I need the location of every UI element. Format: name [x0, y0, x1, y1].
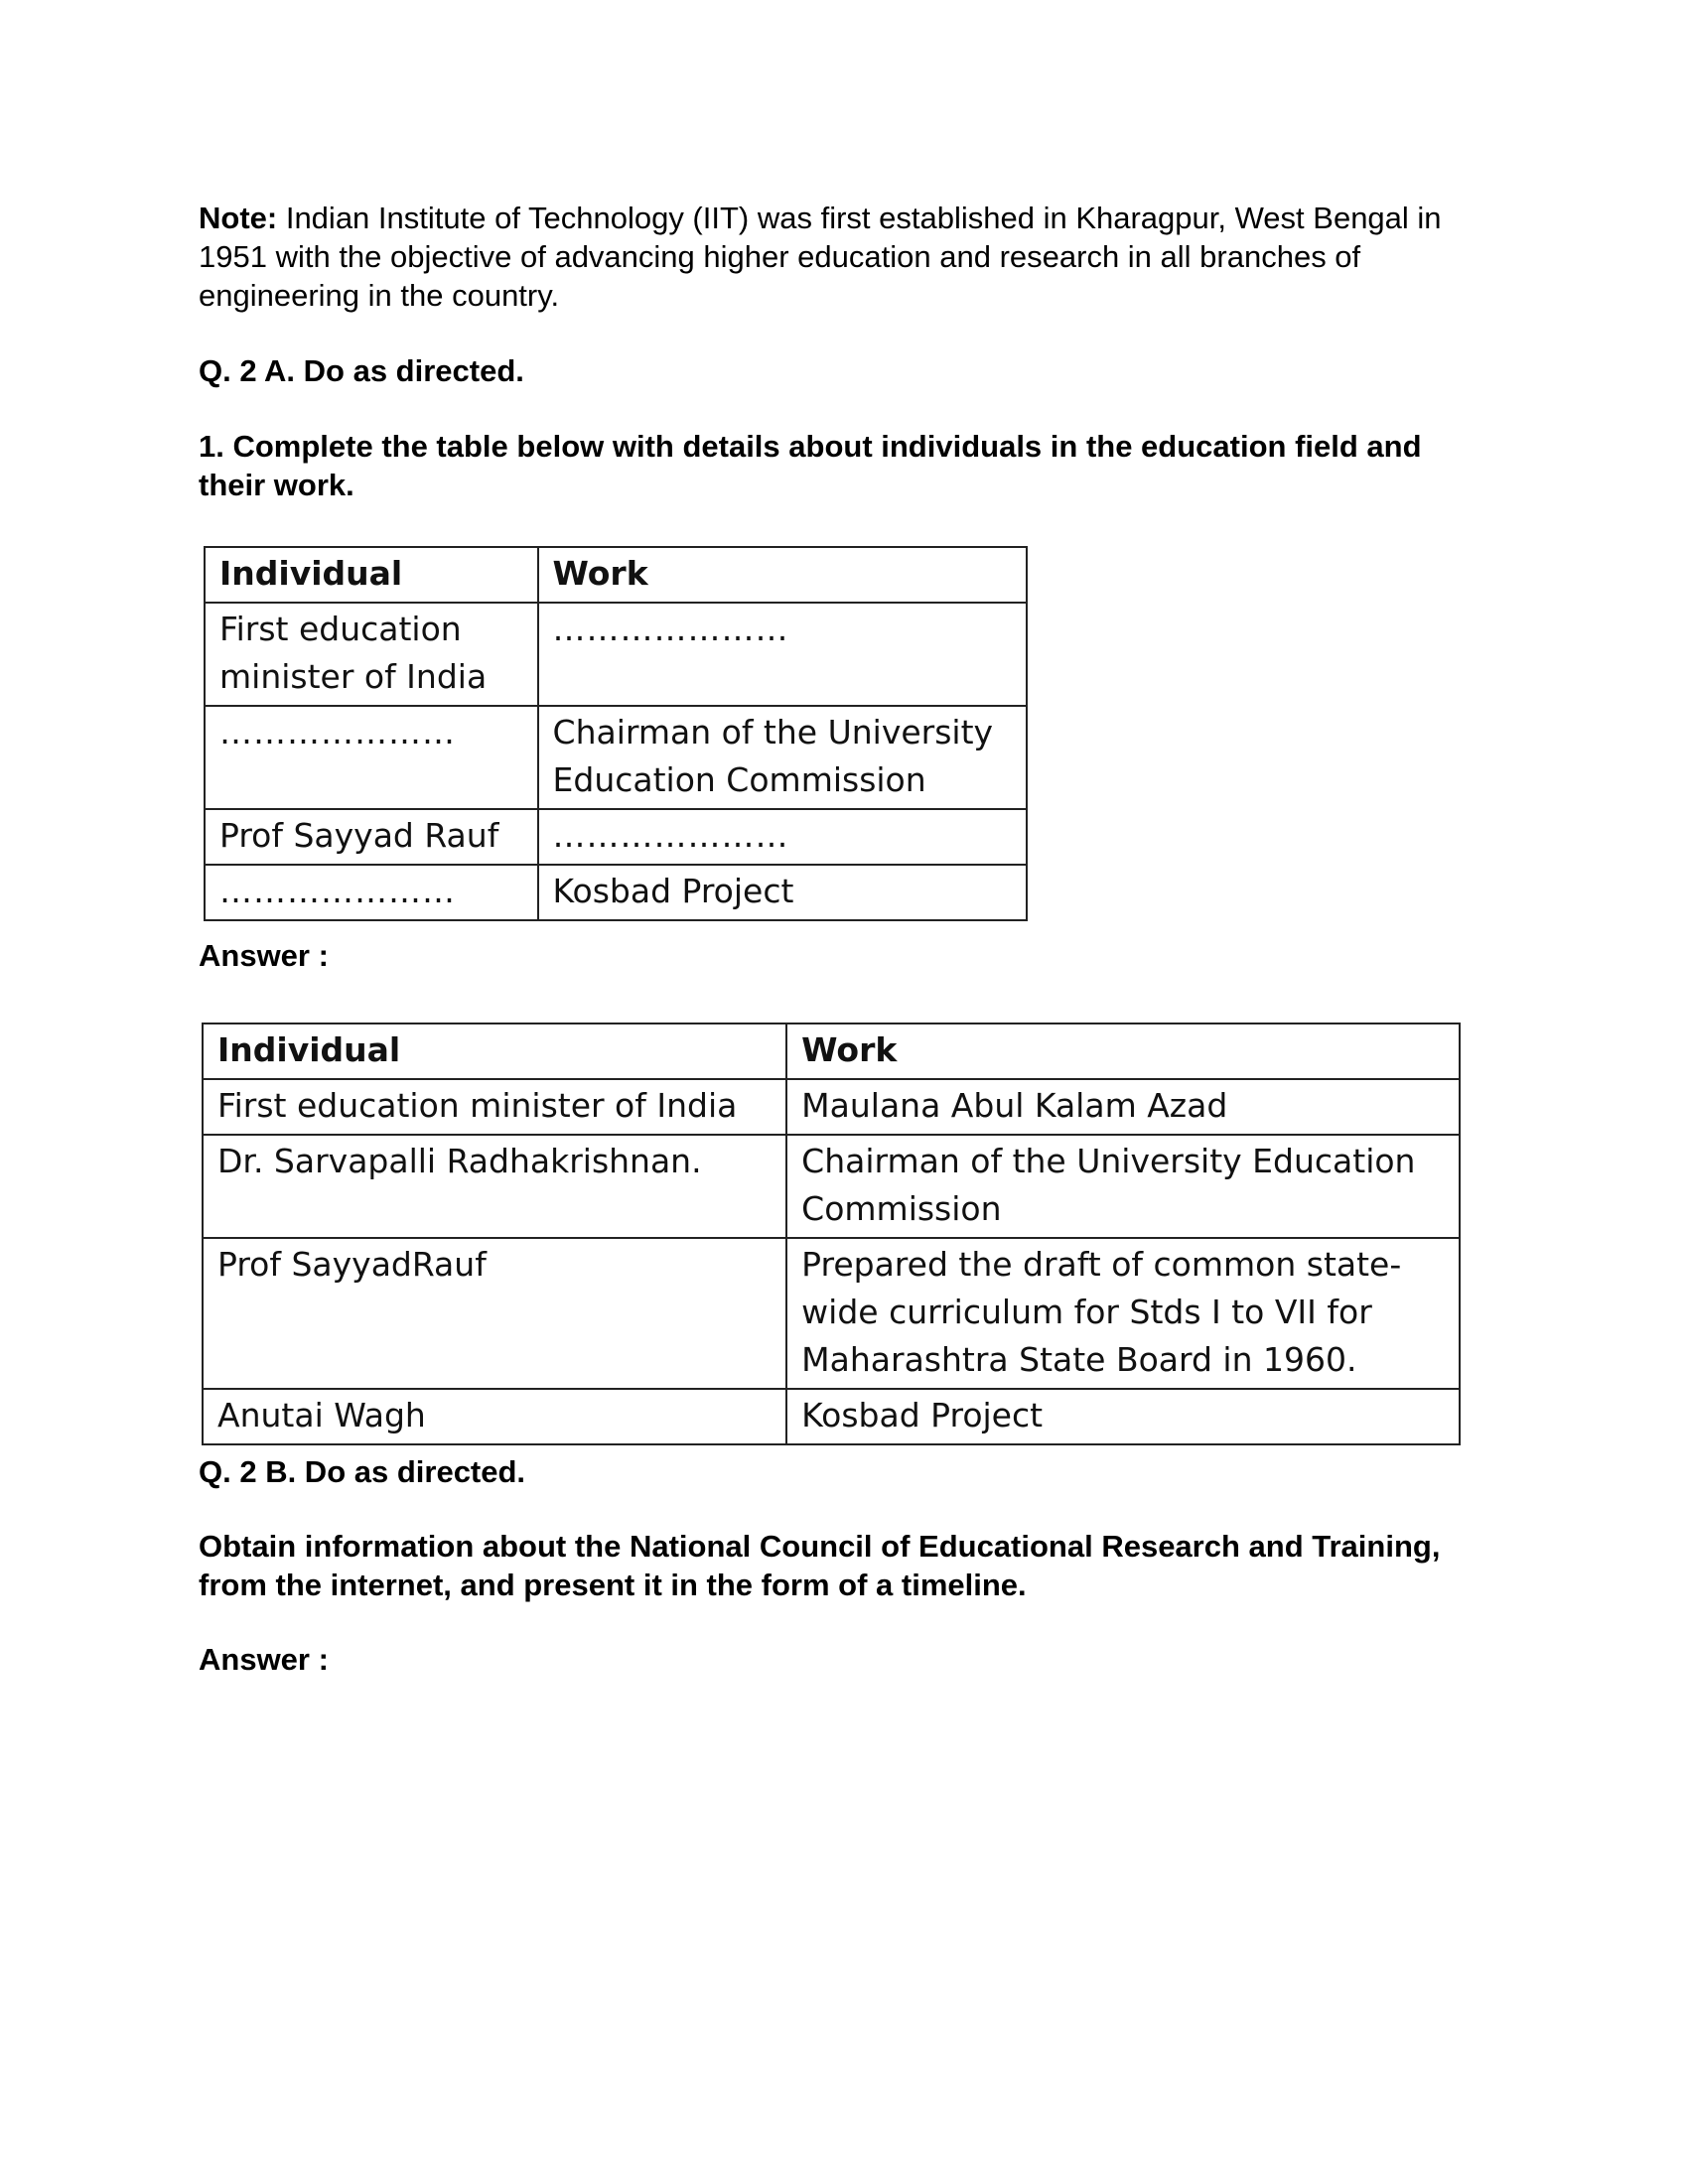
- table-row: [203, 1389, 1460, 1444]
- header-individual: Individual: [203, 1024, 786, 1079]
- q2b-heading: Q. 2 B. Do as directed.: [199, 1454, 526, 1489]
- question-table: [204, 546, 1028, 921]
- table-row: [203, 1238, 1460, 1389]
- header-work: Work: [786, 1024, 1460, 1079]
- cell-work-blank: …………………: [538, 809, 1027, 865]
- table-row: [203, 1079, 1460, 1135]
- table-row: [203, 1135, 1460, 1238]
- cell-work: Kosbad Project: [786, 1389, 1460, 1444]
- cell-individual: Anutai Wagh: [203, 1389, 786, 1444]
- cell-individual: Dr. Sarvapalli Radhakrishnan.: [203, 1135, 786, 1238]
- cell-work-blank: …………………: [538, 603, 1027, 706]
- cell-work: Kosbad Project: [538, 865, 1027, 920]
- note-paragraph: [199, 199, 1470, 315]
- cell-work: Prepared the draft of common state-wide curriculum for Stds I to VII for Maharashtra State Board in 1960.: [786, 1238, 1460, 1389]
- q2b-question: Obtain information about the National Council of Educational Research and Training, from the internet, and present it in the form of a timeline.: [199, 1529, 1441, 1602]
- q2b-answer-label: Answer :: [199, 1642, 329, 1677]
- note-label: Note:: [199, 201, 278, 235]
- answer-label: Answer :: [199, 938, 329, 973]
- note-text: Indian Institute of Technology (IIT) was first established in Kharagpur, West Bengal in 1951 with the objective of advancing higher education and research in all branches of engineering in the country.: [199, 201, 1442, 313]
- table-row: [205, 809, 1027, 865]
- cell-individual: Prof Sayyad Rauf: [205, 809, 538, 865]
- table-row: [205, 706, 1027, 809]
- header-individual: Individual: [205, 547, 538, 603]
- q2a-heading: Q. 2 A. Do as directed.: [199, 353, 524, 388]
- q1-instruction: 1. Complete the table below with details about individuals in the education field and their work.: [199, 429, 1422, 502]
- header-work: Work: [538, 547, 1027, 603]
- cell-work: Maulana Abul Kalam Azad: [786, 1079, 1460, 1135]
- cell-individual-blank: …………………: [205, 865, 538, 920]
- cell-individual: First education minister of India: [203, 1079, 786, 1135]
- cell-individual-blank: …………………: [205, 706, 538, 809]
- cell-individual: First education minister of India: [205, 603, 538, 706]
- table-row: [205, 865, 1027, 920]
- cell-individual: Prof SayyadRauf: [203, 1238, 786, 1389]
- table-row: [205, 603, 1027, 706]
- answer-table: [202, 1023, 1461, 1445]
- table-header-row: [203, 1024, 1460, 1079]
- cell-work: Chairman of the University Education Commission: [786, 1135, 1460, 1238]
- cell-work: Chairman of the University Education Commission: [538, 706, 1027, 809]
- table-header-row: [205, 547, 1027, 603]
